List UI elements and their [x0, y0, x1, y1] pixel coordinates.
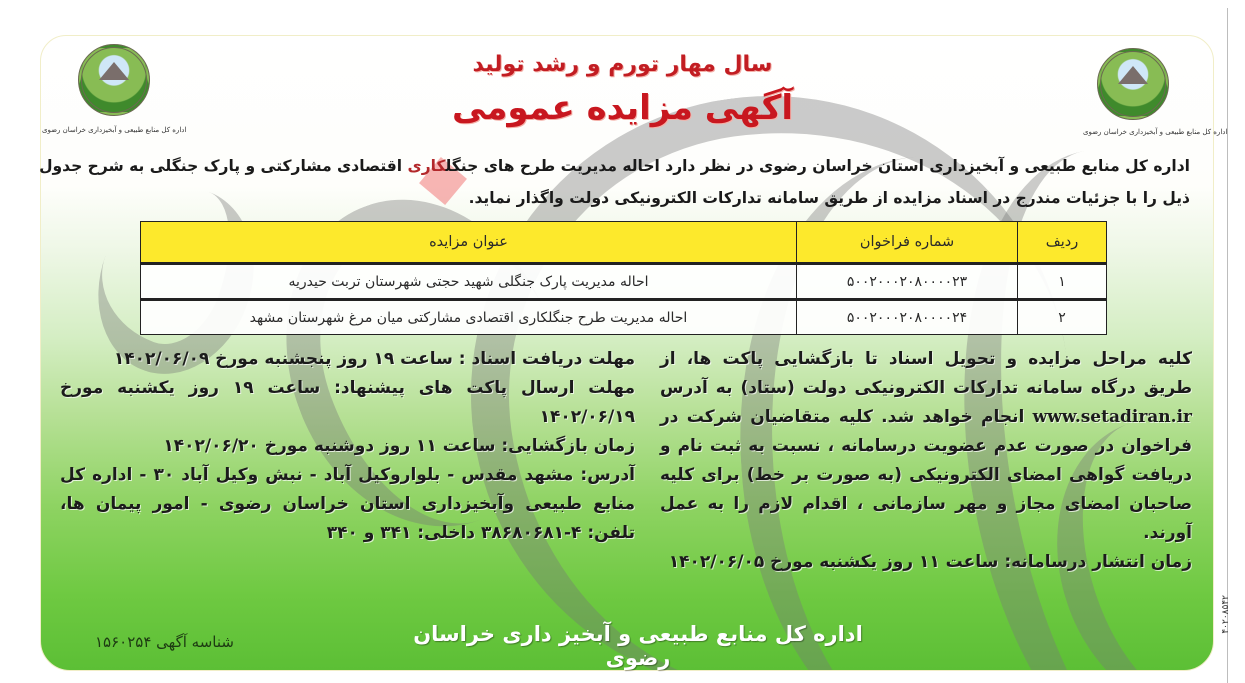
column-header-row: ردیف — [1018, 222, 1107, 264]
opening-time: زمان بازگشایی: ساعت ۱۱ روز دوشنبه مورخ ۱۴۰۲/۰۶/۲۰ — [163, 436, 635, 456]
document-deadline: مهلت دریافت اسناد : ساعت ۱۹ روز پنجشنبه مورخ ۱۴۰۲/۰۶/۰۹ — [113, 349, 635, 369]
procedure-text — [660, 345, 1192, 548]
column-header-number: شماره فراخوان — [797, 222, 1018, 264]
procedure-text-end: انجام خواهد شد. کلیه متقاضیان شرکت در فراخوان در صورت عدم عضویت درسامانه ، نسبت به ثبت نام و دریافت گواهی امضای الکترونیکی (به صورت بر خط) برای کلیه صاحبان امضای مجاز و مهر سازمانی ، اقدام لازم را به عمل آورند. — [660, 407, 1192, 543]
cell-row: ۲ — [1018, 300, 1107, 335]
cell-row: ۱ — [1018, 264, 1107, 300]
intro-paragraph — [30, 150, 1190, 214]
deadlines-column — [60, 345, 635, 548]
cell-number: ۵۰۰۲۰۰۰۲۰۸۰۰۰۰۲۴ — [797, 300, 1018, 335]
table-row — [141, 300, 1107, 335]
procedure-text-start: کلیه مراحل مزایده و تحویل اسناد تا بازگشایی پاکت ها، از طریق درگاه سامانه تدارکات الکترونیکی دولت (ستاد) به آدرس — [660, 349, 1192, 398]
org-logo-caption-left: اداره کل منابع طبیعی و آبخیزداری خراسان رضوی — [42, 126, 187, 134]
column-header-title: عنوان مزایده — [141, 222, 797, 264]
ad-id: شناسه آگهی ۱۵۶۰۲۵۴ — [95, 633, 234, 651]
year-slogan: سال مهار تورم و رشد تولید — [472, 52, 773, 77]
side-code: ۴۰۲۰۸۵۴۲ — [1221, 595, 1231, 634]
intro-text-1: اداره کل منابع طبیعی و آبخیزداری استان خراسان رضوی در نظر دارد احاله مدیریت طرح های جنگل — [445, 157, 1190, 175]
footer-organization: اداره کل منابع طبیعی و آبخیز داری خراسان رضوی — [413, 622, 863, 670]
cell-title: احاله مدیریت پارک جنگلی شهید حجتی شهرستان تربت حیدریه — [141, 264, 797, 300]
seta-url-link[interactable]: www.setadiran.ir — [1032, 407, 1192, 427]
bid-deadline: مهلت ارسال پاکت های پیشنهاد: ساعت ۱۹ روز یکشنبه مورخ ۱۴۰۲/۰۶/۱۹ — [60, 378, 635, 427]
auction-table — [140, 221, 1107, 335]
publish-time: زمان انتشار درسامانه: ساعت ۱۱ روز یکشنبه مورخ ۱۴۰۲/۰۶/۰۵ — [668, 552, 1192, 572]
table-header-row — [141, 222, 1107, 264]
contact-address: آدرس: مشهد مقدس - بلواروکیل آباد - نبش وکیل آباد ۳۰ - اداره کل منابع طبیعی وآبخیزداری استان خراسان رضوی - امور پیمان ها، تلفن: ۴-۳۸۶۸۰۶۸۱ داخلی: ۳۴۱ و ۳۴۰ — [60, 465, 635, 543]
notice-title: آگهی مزایده عمومی — [451, 88, 794, 128]
intro-text-highlight: کاری — [407, 157, 446, 175]
cell-title: احاله مدیریت طرح جنگلکاری اقتصادی مشارکتی میان مرغ شهرستان مشهد — [141, 300, 797, 335]
org-logo-caption-right: اداره کل منابع طبیعی و آبخیزداری خراسان رضوی — [1083, 128, 1228, 136]
procedure-column — [660, 345, 1192, 577]
cell-number: ۵۰۰۲۰۰۰۲۰۸۰۰۰۰۲۳ — [797, 264, 1018, 300]
table-row — [141, 264, 1107, 300]
intro-text-2: اقتصادی مشارکتی و پارک جنگلی به شرح جدول ذیل را با جزئیات مندرج در اسناد مزایده از طریق سامانه تدارکات الکترونیکی دولت واگذار نماید. — [39, 157, 1190, 207]
